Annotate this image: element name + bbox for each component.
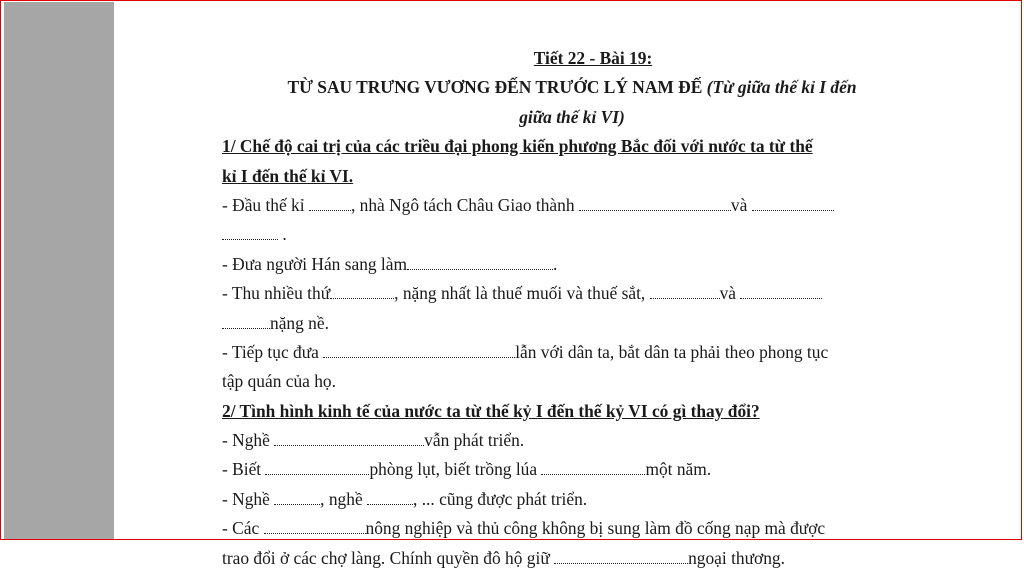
lesson-title: Tiết 22 - Bài 19: — [533, 48, 653, 68]
text: , nặng nhất là thuế muối và thuế sắt, — [394, 283, 650, 304]
text: - Biết — [222, 459, 266, 480]
text: , ... cũng được phát triển. — [413, 488, 588, 509]
text: . — [278, 224, 287, 245]
text: nặng nề. — [270, 312, 329, 333]
text: - Đưa người Hán sang làm — [222, 253, 408, 274]
section1-line-2 — [222, 220, 922, 249]
text: ngoại thương. — [688, 547, 785, 568]
blank[interactable] — [554, 562, 688, 564]
section2-line-3 — [222, 485, 922, 514]
blank[interactable] — [323, 356, 515, 358]
text: , nhà Ngô tách Châu Giao thành — [350, 194, 579, 215]
text: - Nghề — [222, 488, 275, 509]
blank[interactable] — [330, 297, 394, 299]
blank[interactable] — [274, 444, 424, 446]
section1-line-1 — [222, 191, 922, 220]
document-body — [222, 44, 922, 573]
lesson-subtitle — [222, 73, 922, 102]
text: trao đổi ở các chợ làng. Chính quyền đô hộ giữ — [222, 547, 555, 568]
text: - Đầu thế kỉ — [222, 194, 309, 215]
section2-line-4 — [222, 514, 922, 543]
blank[interactable] — [222, 327, 270, 329]
blank[interactable] — [264, 532, 366, 534]
page-gutter — [4, 2, 114, 539]
blank[interactable] — [650, 297, 720, 299]
blank[interactable] — [752, 209, 834, 211]
blank[interactable] — [309, 209, 351, 211]
text: và — [719, 283, 741, 304]
section2-line-1 — [222, 426, 922, 455]
subtitle-italic-1: (Từ giữa thế kỉ I đến — [706, 77, 857, 98]
section1-heading-2: kỉ I đến thế kỉ VI. — [222, 165, 354, 186]
text: - Nghề — [222, 430, 275, 451]
blank[interactable] — [740, 297, 822, 299]
text: - Các — [222, 518, 264, 539]
text: phòng lụt, biết trồng lúa — [369, 459, 542, 480]
section1-line-3 — [222, 250, 922, 279]
section2-line-5 — [222, 544, 922, 573]
blank[interactable] — [579, 209, 731, 211]
section1-line-6 — [222, 338, 922, 367]
section1-line-5 — [222, 309, 922, 338]
blank[interactable] — [541, 473, 645, 475]
text: - Thu nhiều thứ — [222, 283, 331, 304]
text: - Tiếp tục đưa — [222, 341, 324, 362]
text: , nghề — [320, 488, 368, 509]
section1-line-7: tập quán của họ. — [222, 371, 336, 392]
blank[interactable] — [222, 238, 278, 240]
section1-line-4 — [222, 279, 922, 308]
text: . — [553, 253, 558, 274]
text: vẫn phát triển. — [424, 430, 525, 451]
text: nông nghiệp và thủ công không bị sung làm đồ cống nạp mà được — [365, 518, 826, 539]
subtitle-main: TỪ SAU TRƯNG VƯƠNG ĐẾN TRƯỚC LÝ NAM ĐẾ — [287, 77, 703, 98]
blank[interactable] — [274, 503, 320, 505]
blank[interactable] — [367, 503, 413, 505]
subtitle-italic-2: giữa thế kỉ VI) — [519, 106, 625, 127]
blank[interactable] — [407, 268, 553, 270]
text: một năm. — [645, 459, 712, 480]
text: lẫn với dân ta, bắt dân ta phải theo phong tục — [515, 341, 829, 362]
blank[interactable] — [265, 473, 369, 475]
section2-line-2 — [222, 455, 922, 484]
section2-heading: 2/ Tình hình kinh tế của nước ta từ thế kỷ I đến thế kỷ VI có gì thay đổi? — [222, 400, 760, 421]
text: và — [730, 194, 752, 215]
section1-heading-1: 1/ Chế độ cai trị của các triều đại phong kiến phương Bắc đối với nước ta từ thế — [222, 136, 813, 157]
